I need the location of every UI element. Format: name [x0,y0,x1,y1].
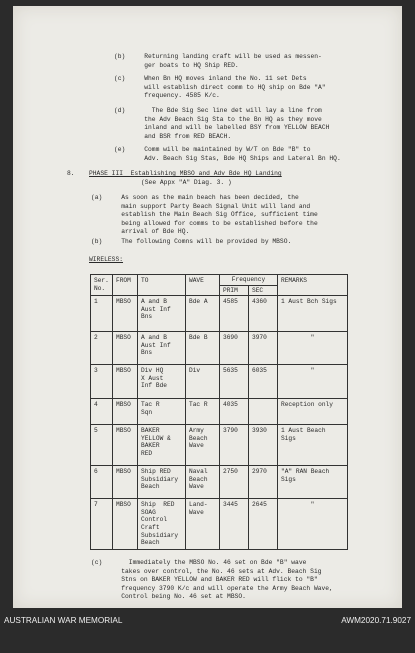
cell-remarks: " [278,332,348,365]
cell-from: MBSO [113,365,138,399]
cell-remarks: Reception only [278,399,348,425]
para-b: (b) Returning landing craft will be used as messen- ger boats to HQ Ship RED. [114,53,322,69]
wireless-heading: WIRELESS: [89,256,124,263]
table-row [91,365,348,399]
cell-prim: 4035 [220,399,249,425]
cell-to: Tac R Sqn [138,399,186,425]
cell-from: MBSO [113,296,138,332]
cell-prim: 3690 [220,332,249,365]
table-row [91,332,348,365]
table-row [91,399,348,425]
table-header-row [91,275,348,286]
cell-sec: 3970 [249,332,278,365]
cell-to: A and B Aust Inf Bns [138,332,186,365]
cell-wave: Land- Wave [186,499,220,550]
cell-wave: Tac R [186,399,220,425]
archive-footer [0,609,415,653]
cell-sec: 6035 [249,365,278,399]
section-number: 8. [67,170,75,177]
cell-from: MBSO [113,399,138,425]
header-sec: SEC [249,285,278,296]
cell-ser: 4 [91,399,113,425]
section-heading: PHASE III Establishing MBSO and Adv Bde HQ Landing [89,170,282,177]
cell-ser: 1 [91,296,113,332]
table-row [91,296,348,332]
para-e: (e) Comm will be maintained by W/T on Bde "B" to Adv. Beach Sig Stas, Bde HQ Ships and Lateral Bn HQ. [114,146,341,162]
cell-prim: 3790 [220,425,249,466]
cell-to: Ship RED Subsidiary Beach [138,466,186,499]
cell-ser: 5 [91,425,113,466]
cell-sec: 2970 [249,466,278,499]
para-8a: (a) As soon as the main beach has been decided, the main support Party Beach Signal Unit will land and establish the Main Beach Sig Office, sufficient time being allowed for comms to be established before the arrival of Bde HQ. [91,194,318,236]
para-8b: (b) The following Comns will be provided by MBSO. [91,238,292,245]
cell-from: MBSO [113,332,138,365]
cell-sec: 4360 [249,296,278,332]
cell-wave: Bde B [186,332,220,365]
cell-remarks: 1 Aust Bch Sigs [278,296,348,332]
cell-sec: 3930 [249,425,278,466]
header-prim: PRIM [220,285,249,296]
cell-remarks: " [278,499,348,550]
header-remarks: REMARKS [278,275,348,296]
cell-wave: Army Beach Wave [186,425,220,466]
cell-wave: Naval Beach Wave [186,466,220,499]
para-c: (c) When Bn HQ moves inland the No. 11 set Dets will establish direct comm to HQ ship on Bde "A" frequency. 4585 K/c. [114,75,326,100]
footer-institution: AUSTRALIAN WAR MEMORIAL [4,616,123,625]
cell-wave: Bde A [186,296,220,332]
section-subheading: (See Appx "A" Diag. 3. ) [141,179,232,186]
para-d: (d) The Bde Sig Sec line det will lay a line from the Adv Beach Sig Sta to the Bn HQ as they move inland and will be labelled BSY from YELLOW BEACH and BSR from RED BEACH. [114,107,330,140]
table-row [91,499,348,550]
cell-prim: 4585 [220,296,249,332]
header-wave: WAVE [186,275,220,296]
para-8c: (c) Immediately the MBSO No. 46 set on Bde "B" wave takes over control, the No. 46 sets at Adv. Beach Sig Stns on BAKER YELLOW and BAKER RED will flick to "B" frequency 3790 K/c and will operate the Army Beach Wave, Control being No. 46 set at MBSO. [91,559,333,601]
cell-from: MBSO [113,499,138,550]
cell-prim: 5635 [220,365,249,399]
cell-remarks: " [278,365,348,399]
cell-prim: 3445 [220,499,249,550]
cell-prim: 2750 [220,466,249,499]
cell-from: MBSO [113,466,138,499]
cell-to: A and B Aust Inf Bns [138,296,186,332]
cell-ser: 7 [91,499,113,550]
table-row [91,425,348,466]
cell-wave: Div [186,365,220,399]
cell-ser: 2 [91,332,113,365]
footer-accession-number: AWM2020.71.9027 [341,616,411,625]
cell-sec [249,399,278,425]
cell-from: MBSO [113,425,138,466]
cell-sec: 2645 [249,499,278,550]
communications-table [90,274,348,550]
cell-to: Ship RED SOAG Control Craft Subsidiary Beach [138,499,186,550]
cell-to: Div HQ X Aust Inf Bde [138,365,186,399]
header-from: FROM [113,275,138,296]
cell-ser: 3 [91,365,113,399]
cell-to: BAKER YELLOW & BAKER RED [138,425,186,466]
header-ser: Ser. No. [91,275,113,296]
header-frequency: Frequency [220,275,278,286]
cell-remarks: 1 Aust Beach Sigs [278,425,348,466]
table-row [91,466,348,499]
cell-remarks: "A" RAN Beach Sigs [278,466,348,499]
document-page [13,6,402,608]
header-to: TO [138,275,186,296]
cell-ser: 6 [91,466,113,499]
